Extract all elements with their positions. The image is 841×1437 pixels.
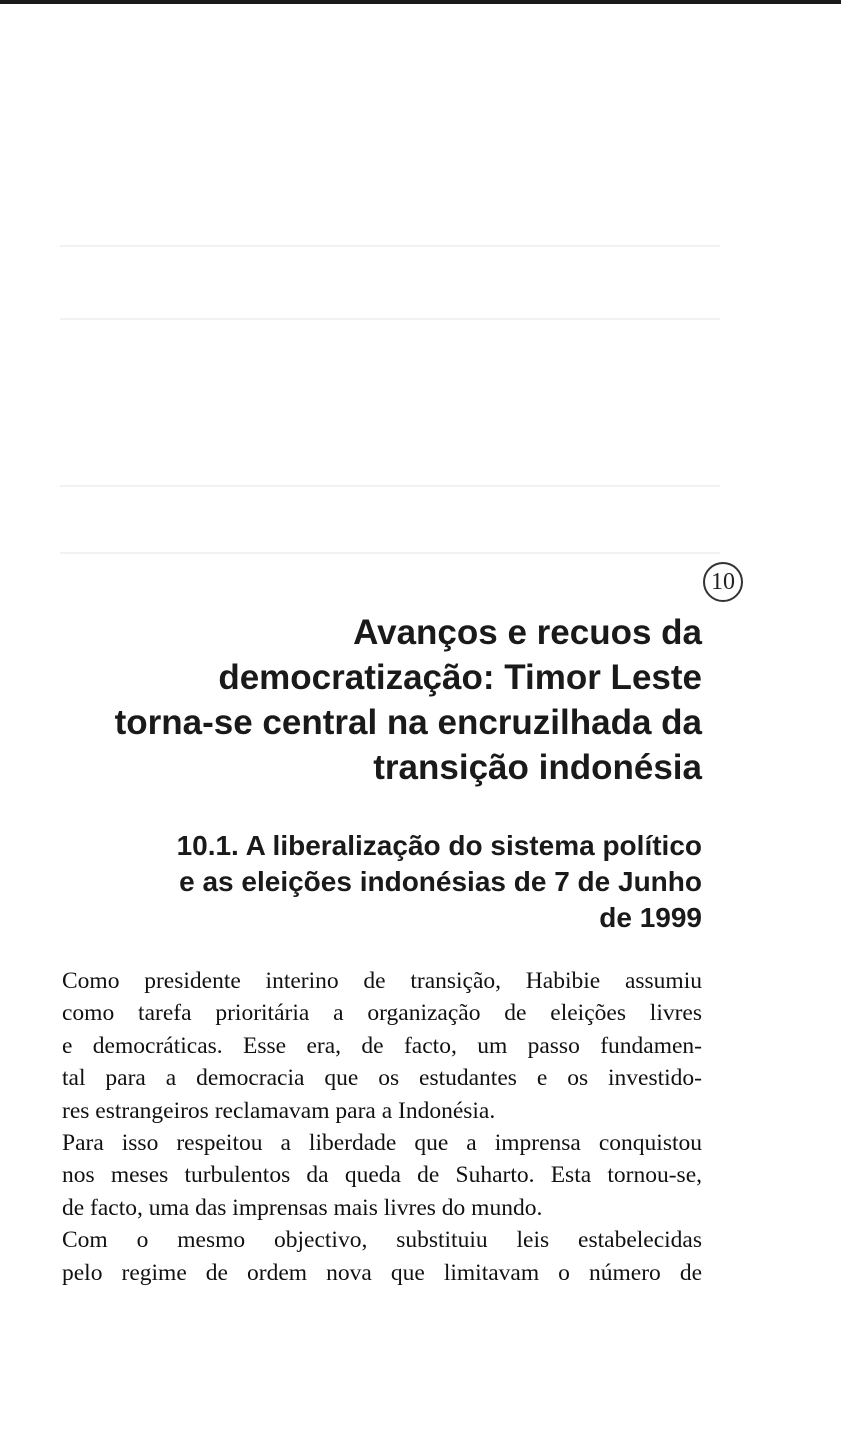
show-through-line: [60, 245, 720, 247]
body-line: pelo regime de ordem nova que limitavam o número de: [62, 1259, 702, 1286]
section-title-line: de 1999: [599, 902, 702, 933]
body-text: [62, 965, 702, 1289]
body-line: como tarefa prioritária a organização de eleições livres: [62, 1000, 702, 1027]
body-line: tal para a democracia que os estudantes e os investido-: [62, 1065, 702, 1092]
chapter-title-line: torna-se central na encruzilhada da: [114, 703, 702, 742]
body-line: Para isso respeitou a liberdade que a imprensa conquistou: [62, 1130, 702, 1157]
body-line: nos meses turbulentos da queda de Suharto. Esta tornou-se,: [62, 1162, 702, 1189]
section-title: [60, 828, 702, 936]
show-through-line: [60, 318, 720, 320]
show-through-line: [60, 552, 720, 554]
show-through-line: [60, 485, 720, 487]
chapter-title-line: transição indonésia: [373, 748, 702, 787]
section-title-line: 10.1. A liberalização do sistema político: [176, 830, 702, 861]
top-rule: [0, 0, 841, 4]
chapter-title-line: Avanços e recuos da: [353, 613, 702, 652]
body-line: res estrangeiros reclamavam para a Indonésia.: [62, 1097, 496, 1124]
section-title-line: e as eleições indonésias de 7 de Junho: [179, 866, 702, 897]
body-line: Como presidente interino de transição, Habibie assumiu: [62, 968, 702, 994]
chapter-title: [60, 610, 702, 790]
body-line: Com o mesmo objectivo, substituiu leis estabelecidas: [62, 1227, 702, 1254]
body-line: de facto, uma das imprensas mais livres do mundo.: [62, 1194, 543, 1221]
chapter-number-badge: 10: [703, 562, 743, 602]
chapter-title-line: democratização: Timor Leste: [218, 658, 702, 697]
body-line: e democráticas. Esse era, de facto, um passo fundamen-: [62, 1032, 702, 1059]
